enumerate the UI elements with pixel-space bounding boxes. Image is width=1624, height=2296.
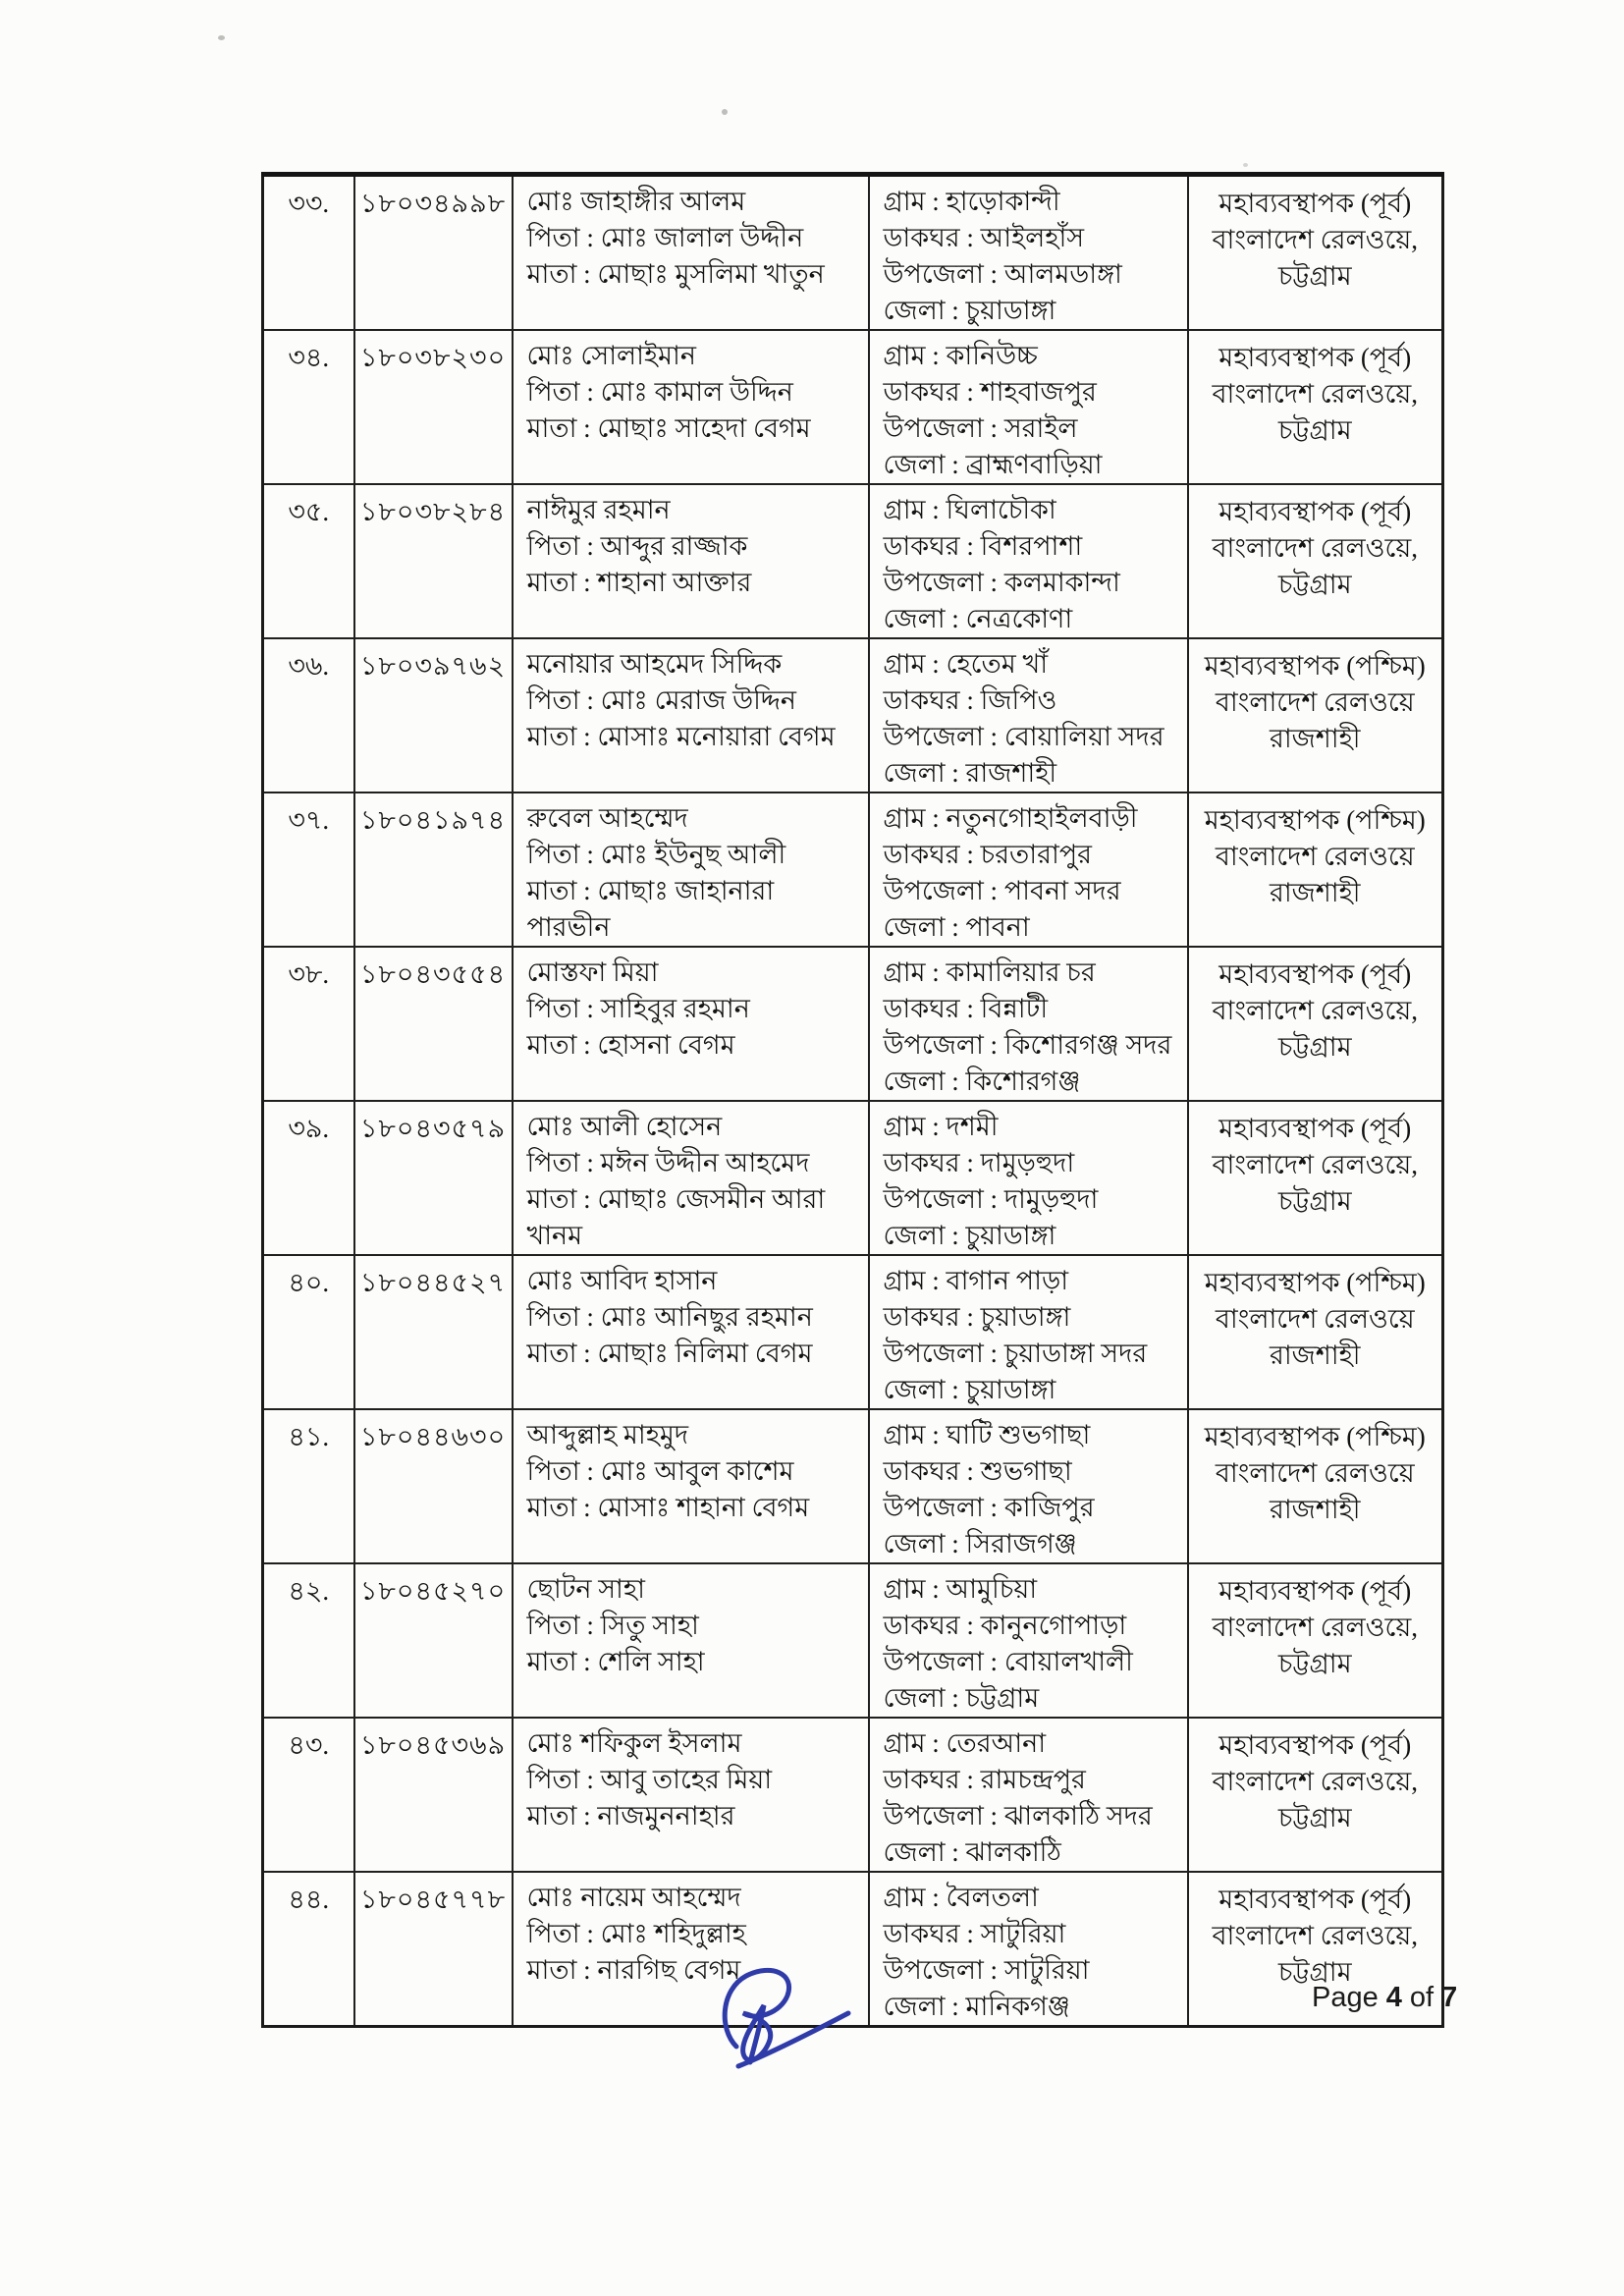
posting-cell bbox=[1188, 484, 1443, 638]
posting-org: বাংলাদেশ রেলওয়ে bbox=[1215, 1458, 1415, 1488]
posting-org: বাংলাদেশ রেলওয়ে, bbox=[1212, 533, 1418, 563]
father-name: পিতা : আব্দুর রাজ্জাক bbox=[526, 531, 748, 561]
posting-office: মহাব্যবস্থাপক (পূর্ব) bbox=[1218, 1730, 1412, 1760]
posting-office: মহাব্যবস্থাপক (পূর্ব) bbox=[1218, 1114, 1412, 1143]
posting-office: মহাব্যবস্থাপক (পূর্ব) bbox=[1218, 189, 1412, 218]
address-cell bbox=[869, 1101, 1188, 1255]
mother-name: মাতা : শেলি সাহা bbox=[526, 1647, 705, 1676]
candidate-cell bbox=[513, 1101, 869, 1255]
candidate-cell bbox=[513, 793, 869, 947]
upazila-line: উপজেলা : কিশোরগঞ্জ সদর bbox=[883, 1030, 1172, 1060]
posting-city: চট্টগ্রাম bbox=[1277, 1649, 1352, 1678]
candidate-name: মোঃ শফিকুল ইসলাম bbox=[526, 1728, 742, 1758]
posting-city: চট্টগ্রাম bbox=[1277, 261, 1352, 291]
of-word: of bbox=[1409, 1982, 1435, 2013]
father-name: পিতা : মোঃ শহিদুল্লাহ bbox=[526, 1919, 746, 1948]
table-row bbox=[263, 175, 1443, 331]
address-cell bbox=[869, 947, 1188, 1101]
candidate-cell bbox=[513, 638, 869, 793]
posting-org: বাংলাদেশ রেলওয়ে, bbox=[1212, 1921, 1418, 1950]
posting-office: মহাব্যবস্থাপক (পশ্চিম) bbox=[1204, 1422, 1426, 1451]
district-line: জেলা : পাবনা bbox=[883, 912, 1030, 942]
roll-cell: ১৮০৩৯৭৬২ bbox=[354, 638, 513, 793]
candidate-name: মোঃ নায়েম আহম্মেদ bbox=[526, 1883, 741, 1912]
posting-office: মহাব্যবস্থাপক (পশ্চিম) bbox=[1204, 805, 1426, 835]
serial-cell: ৩৭. bbox=[263, 793, 354, 947]
village-line: গ্রাম : আমুচিয়া bbox=[883, 1574, 1038, 1604]
village-line: গ্রাম : হেতেম খাঁ bbox=[883, 649, 1049, 679]
page-number-footer bbox=[1312, 1982, 1457, 2014]
posting-org: বাংলাদেশ রেলওয়ে, bbox=[1212, 1767, 1418, 1796]
upazila-line: উপজেলা : ঝালকাঠি সদর bbox=[883, 1801, 1153, 1831]
serial-cell: ৪৩. bbox=[263, 1718, 354, 1872]
address-cell bbox=[869, 484, 1188, 638]
village-line: গ্রাম : হাড়োকান্দী bbox=[883, 187, 1060, 216]
district-line: জেলা : মানিকগঞ্জ bbox=[883, 1992, 1070, 2021]
candidate-cell bbox=[513, 947, 869, 1101]
upazila-line: উপজেলা : বোয়ালিয়া সদর bbox=[883, 722, 1164, 751]
father-name: পিতা : মোঃ কামাল উদ্দিন bbox=[526, 377, 793, 407]
address-cell bbox=[869, 1872, 1188, 2027]
posting-cell bbox=[1188, 1718, 1443, 1872]
posting-org: বাংলাদেশ রেলওয়ে bbox=[1215, 842, 1415, 871]
post-office-line: ডাকঘর : শাহবাজপুর bbox=[883, 377, 1097, 407]
posting-org: বাংলাদেশ রেলওয়ে, bbox=[1212, 1613, 1418, 1642]
table-row bbox=[263, 1718, 1443, 1872]
posting-office: মহাব্যবস্থাপক (পূর্ব) bbox=[1218, 343, 1412, 372]
candidate-name: মোঃ আলী হোসেন bbox=[526, 1112, 723, 1141]
upazila-line: উপজেলা : পাবনা সদর bbox=[883, 876, 1121, 905]
address-cell bbox=[869, 1563, 1188, 1718]
table-row bbox=[263, 1101, 1443, 1255]
candidate-name: আব্দুল্লাহ মাহমুদ bbox=[526, 1420, 689, 1449]
upazila-line: উপজেলা : কাজিপুর bbox=[883, 1493, 1095, 1522]
scan-speck bbox=[218, 35, 225, 40]
posting-city: চট্টগ্রাম bbox=[1277, 1186, 1352, 1216]
post-office-line: ডাকঘর : চরতারাপুর bbox=[883, 840, 1092, 869]
candidate-cell bbox=[513, 484, 869, 638]
upazila-line: উপজেলা : সাটুরিয়া bbox=[883, 1955, 1090, 1985]
father-name: পিতা : সিতু সাহা bbox=[526, 1611, 699, 1640]
serial-cell: ৪৪. bbox=[263, 1872, 354, 2027]
posting-cell bbox=[1188, 793, 1443, 947]
roll-cell: ১৮০৪৪৫২৭ bbox=[354, 1255, 513, 1409]
table-row bbox=[263, 1409, 1443, 1563]
upazila-line: উপজেলা : আলমডাঙ্গা bbox=[883, 259, 1122, 289]
candidate-cell bbox=[513, 1563, 869, 1718]
candidate-name: মোঃ আবিদ হাসান bbox=[526, 1266, 718, 1295]
father-name: পিতা : মোঃ আনিছুর রহমান bbox=[526, 1302, 813, 1332]
posting-cell bbox=[1188, 638, 1443, 793]
father-name: পিতা : মোঃ আবুল কাশেম bbox=[526, 1456, 794, 1486]
roll-cell: ১৮০৪৩৫৭৯ bbox=[354, 1101, 513, 1255]
table-row bbox=[263, 1563, 1443, 1718]
serial-cell: ৩৯. bbox=[263, 1101, 354, 1255]
district-line: জেলা : ব্রাহ্মণবাড়িয়া bbox=[883, 450, 1103, 479]
post-office-line: ডাকঘর : জিপিও bbox=[883, 685, 1057, 715]
scan-speck bbox=[1243, 163, 1248, 167]
district-line: জেলা : চট্টগ্রাম bbox=[883, 1683, 1040, 1713]
posting-city: রাজশাহী bbox=[1269, 724, 1361, 753]
candidate-cell bbox=[513, 1409, 869, 1563]
table-row bbox=[263, 638, 1443, 793]
address-cell bbox=[869, 1718, 1188, 1872]
address-cell bbox=[869, 638, 1188, 793]
village-line: গ্রাম : নতুনগোহাইলবাড়ী bbox=[883, 803, 1138, 833]
mother-name: মাতা : নারগিছ বেগম bbox=[526, 1955, 741, 1985]
posting-city: রাজশাহী bbox=[1269, 878, 1361, 907]
page-word: Page bbox=[1312, 1982, 1379, 2013]
posting-org: বাংলাদেশ রেলওয়ে, bbox=[1212, 996, 1418, 1025]
serial-cell: ৩৩. bbox=[263, 175, 354, 331]
mother-name: মাতা : মোসাঃ মনোয়ারা বেগম bbox=[526, 722, 836, 751]
table-row bbox=[263, 793, 1443, 947]
posting-org: বাংলাদেশ রেলওয়ে, bbox=[1212, 225, 1418, 254]
father-name: পিতা : মঈন উদ্দীন আহমেদ bbox=[526, 1148, 810, 1177]
posting-org: বাংলাদেশ রেলওয়ে bbox=[1215, 1304, 1415, 1334]
upazila-line: উপজেলা : দামুড়হুদা bbox=[883, 1184, 1099, 1214]
roll-cell: ১৮০৪৫২৭০ bbox=[354, 1563, 513, 1718]
posting-city: চট্টগ্রাম bbox=[1277, 1957, 1352, 1987]
page-number: 4 bbox=[1385, 1982, 1402, 2013]
village-line: গ্রাম : কানিউচ্চ bbox=[883, 341, 1038, 370]
posting-office: মহাব্যবস্থাপক (পূর্ব) bbox=[1218, 497, 1412, 526]
posting-cell bbox=[1188, 1409, 1443, 1563]
posting-cell bbox=[1188, 175, 1443, 331]
post-office-line: ডাকঘর : রামচন্দ্রপুর bbox=[883, 1765, 1086, 1794]
mother-name: মাতা : মোছাঃ সাহেদা বেগম bbox=[526, 413, 811, 443]
mother-name: মাতা : মোসাঃ শাহানা বেগম bbox=[526, 1493, 810, 1522]
mother-name: মাতা : মোছাঃ নিলিমা বেগম bbox=[526, 1339, 813, 1368]
address-cell bbox=[869, 175, 1188, 331]
posting-org: বাংলাদেশ রেলওয়ে bbox=[1215, 687, 1415, 717]
address-cell bbox=[869, 330, 1188, 484]
posting-cell bbox=[1188, 1101, 1443, 1255]
serial-cell: ৩৫. bbox=[263, 484, 354, 638]
candidate-cell bbox=[513, 1718, 869, 1872]
table-row bbox=[263, 484, 1443, 638]
posting-office: মহাব্যবস্থাপক (পূর্ব) bbox=[1218, 1885, 1412, 1914]
post-office-line: ডাকঘর : শুভগাছা bbox=[883, 1456, 1072, 1486]
post-office-line: ডাকঘর : দামুড়হুদা bbox=[883, 1148, 1075, 1177]
post-office-line: ডাকঘর : আইলহাঁস bbox=[883, 223, 1085, 252]
post-office-line: ডাকঘর : সাটুরিয়া bbox=[883, 1919, 1066, 1948]
roll-cell: ১৮০৪৫৭৭৮ bbox=[354, 1872, 513, 2027]
address-cell bbox=[869, 793, 1188, 947]
district-line: জেলা : ঝালকাঠি bbox=[883, 1837, 1061, 1867]
village-line: গ্রাম : ঘিলাচৌকা bbox=[883, 495, 1056, 524]
upazila-line: উপজেলা : সরাইল bbox=[883, 413, 1078, 443]
village-line: গ্রাম : বৈলতলা bbox=[883, 1883, 1039, 1912]
candidate-name: মোস্তফা মিয়া bbox=[526, 957, 659, 987]
roll-cell: ১৮০৪৪৬৩০ bbox=[354, 1409, 513, 1563]
ink-signature bbox=[699, 1956, 866, 2089]
upazila-line: উপজেলা : চুয়াডাঙ্গা সদর bbox=[883, 1339, 1148, 1368]
serial-cell: ৩৮. bbox=[263, 947, 354, 1101]
mother-name: মাতা : শাহানা আক্তার bbox=[526, 568, 752, 597]
total-pages: 7 bbox=[1441, 1982, 1458, 2013]
candidate-name: মোঃ জাহাঙ্গীর আলম bbox=[526, 187, 746, 216]
posting-city: রাজশাহী bbox=[1269, 1340, 1361, 1370]
posting-office: মহাব্যবস্থাপক (পূর্ব) bbox=[1218, 959, 1412, 989]
roll-cell: ১৮০৪৩৫৫৪ bbox=[354, 947, 513, 1101]
district-line: জেলা : সিরাজগঞ্জ bbox=[883, 1529, 1077, 1558]
roll-cell: ১৮০৩৮২৩০ bbox=[354, 330, 513, 484]
posting-org: বাংলাদেশ রেলওয়ে, bbox=[1212, 1150, 1418, 1179]
post-office-line: ডাকঘর : বিশরপাশা bbox=[883, 531, 1083, 561]
district-line: জেলা : চুয়াডাঙ্গা bbox=[883, 1375, 1056, 1404]
posting-org: বাংলাদেশ রেলওয়ে, bbox=[1212, 379, 1418, 409]
posting-city: চট্টগ্রাম bbox=[1277, 1032, 1352, 1062]
roll-cell: ১৮০৩৮২৮৪ bbox=[354, 484, 513, 638]
district-line: জেলা : চুয়াডাঙ্গা bbox=[883, 1221, 1056, 1250]
candidate-cell bbox=[513, 1255, 869, 1409]
serial-cell: ৪২. bbox=[263, 1563, 354, 1718]
district-line: জেলা : রাজশাহী bbox=[883, 758, 1057, 788]
village-line: গ্রাম : ঘাটি শুভগাছা bbox=[883, 1420, 1091, 1449]
posting-cell bbox=[1188, 330, 1443, 484]
candidate-name: রুবেল আহম্মেদ bbox=[526, 803, 688, 833]
candidate-cell bbox=[513, 175, 869, 331]
posting-city: চট্টগ্রাম bbox=[1277, 415, 1352, 445]
mother-name: মাতা : হোসনা বেগম bbox=[526, 1030, 735, 1060]
address-cell bbox=[869, 1409, 1188, 1563]
candidate-name: ছোটন সাহা bbox=[526, 1574, 645, 1604]
roll-cell: ১৮০৪১৯৭৪ bbox=[354, 793, 513, 947]
father-name: পিতা : আবু তাহের মিয়া bbox=[526, 1765, 773, 1794]
father-name: পিতা : মোঃ জালাল উদ্দীন bbox=[526, 223, 804, 252]
table-row bbox=[263, 947, 1443, 1101]
upazila-line: উপজেলা : বোয়ালখালী bbox=[883, 1647, 1133, 1676]
father-name: পিতা : মোঃ ইউনুছ আলী bbox=[526, 840, 786, 869]
posting-city: চট্টগ্রাম bbox=[1277, 1803, 1352, 1832]
table-row bbox=[263, 1255, 1443, 1409]
roll-cell: ১৮০৪৫৩৬৯ bbox=[354, 1718, 513, 1872]
posting-cell bbox=[1188, 1255, 1443, 1409]
father-name: পিতা : মোঃ মেরাজ উদ্দিন bbox=[526, 685, 796, 715]
village-line: গ্রাম : বাগান পাড়া bbox=[883, 1266, 1069, 1295]
posting-city: চট্টগ্রাম bbox=[1277, 570, 1352, 599]
serial-cell: ৩৪. bbox=[263, 330, 354, 484]
mother-name: মাতা : মোছাঃ মুসলিমা খাতুন bbox=[526, 259, 825, 289]
village-line: গ্রাম : কামালিয়ার চর bbox=[883, 957, 1096, 987]
mother-name: মাতা : মোছাঃ জাহানারা পারভীন bbox=[526, 876, 775, 942]
posting-cell bbox=[1188, 947, 1443, 1101]
roll-cell: ১৮০৩৪৯৯৮ bbox=[354, 175, 513, 331]
post-office-line: ডাকঘর : চুয়াডাঙ্গা bbox=[883, 1302, 1071, 1332]
serial-cell: ৪১. bbox=[263, 1409, 354, 1563]
serial-cell: ৩৬. bbox=[263, 638, 354, 793]
posting-city: রাজশাহী bbox=[1269, 1495, 1361, 1524]
post-office-line: ডাকঘর : কানুনগোপাড়া bbox=[883, 1611, 1127, 1640]
village-line: গ্রাম : দশমী bbox=[883, 1112, 999, 1141]
serial-cell: ৪০. bbox=[263, 1255, 354, 1409]
district-line: জেলা : নেত্রকোণা bbox=[883, 604, 1073, 633]
candidate-cell bbox=[513, 330, 869, 484]
posting-office: মহাব্যবস্থাপক (পূর্ব) bbox=[1218, 1576, 1412, 1606]
address-cell bbox=[869, 1255, 1188, 1409]
scan-speck bbox=[722, 109, 728, 115]
upazila-line: উপজেলা : কলমাকান্দা bbox=[883, 568, 1120, 597]
candidate-roster-table bbox=[261, 172, 1444, 2028]
candidate-name: নাঈমুর রহমান bbox=[526, 495, 671, 524]
candidate-name: মনোয়ার আহমেদ সিদ্দিক bbox=[526, 649, 783, 679]
village-line: গ্রাম : তেরআনা bbox=[883, 1728, 1047, 1758]
father-name: পিতা : সাহিবুর রহমান bbox=[526, 994, 750, 1023]
posting-cell bbox=[1188, 1563, 1443, 1718]
posting-office: মহাব্যবস্থাপক (পশ্চিম) bbox=[1204, 1268, 1426, 1297]
post-office-line: ডাকঘর : বিন্নাটী bbox=[883, 994, 1049, 1023]
district-line: জেলা : কিশোরগঞ্জ bbox=[883, 1066, 1081, 1096]
table-row bbox=[263, 330, 1443, 484]
mother-name: মাতা : নাজমুননাহার bbox=[526, 1801, 735, 1831]
posting-office: মহাব্যবস্থাপক (পশ্চিম) bbox=[1204, 651, 1426, 681]
district-line: জেলা : চুয়াডাঙ্গা bbox=[883, 296, 1056, 325]
candidate-name: মোঃ সোলাইমান bbox=[526, 341, 696, 370]
mother-name: মাতা : মোছাঃ জেসমীন আরা খানম bbox=[526, 1184, 826, 1250]
